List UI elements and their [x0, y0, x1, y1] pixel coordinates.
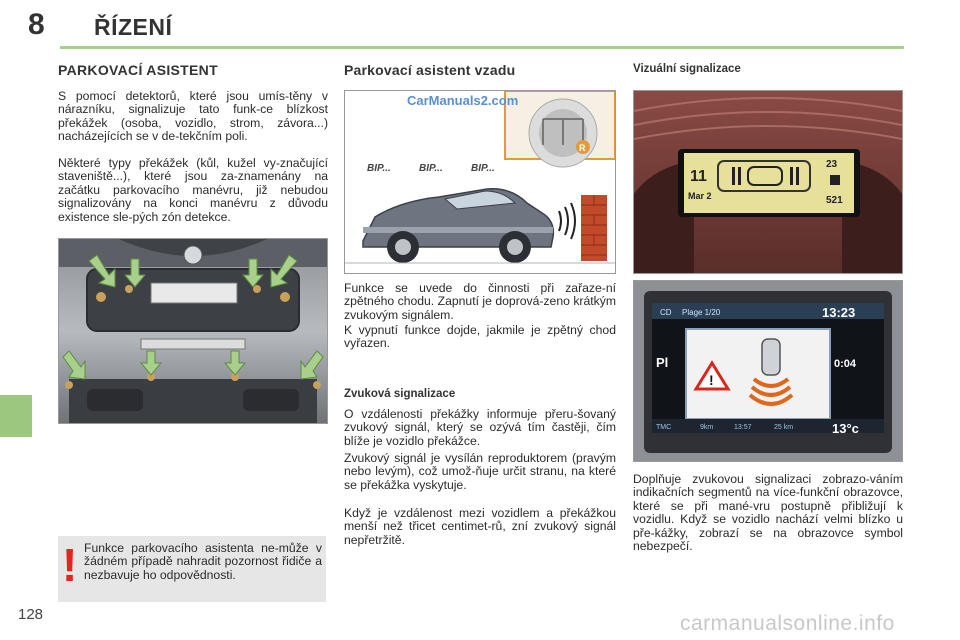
subheading-audible-signal: Zvuková signalizace	[344, 388, 456, 400]
reversing-car-illustration	[345, 91, 615, 273]
screen-clock: 13:57	[734, 424, 752, 431]
section-heading-parking-assist: PARKOVACÍ ASISTENT	[58, 62, 218, 78]
screen-source: CD	[660, 308, 672, 317]
warning-exclamation-icon: !	[62, 539, 78, 591]
screen-title-partial: Pl	[656, 355, 669, 370]
header-divider	[60, 46, 904, 49]
screen-tmc: TMC	[656, 424, 672, 431]
page-number: 128	[18, 606, 44, 623]
beep-label-3: BIP...	[471, 163, 495, 174]
svg-text:!: !	[709, 372, 714, 388]
warning-text: Funkce parkovacího asistenta ne-může v žádném případě nahradit pozornost řidiče a nezbavuje ho odpovědnosti.	[84, 541, 322, 582]
bumper-illustration	[59, 239, 327, 423]
cluster-odometer: 521	[826, 195, 843, 206]
activation-paragraph: Funkce se uvede do činnosti při zařaze-ní zpětného chodu. Zapnutí je doprová-zeno krátkým zvukovým signálem.	[344, 281, 616, 322]
reversing-car-image	[344, 90, 616, 274]
rear-bumper-sensors-image	[58, 238, 328, 424]
beep-label-1: BIP...	[367, 163, 391, 174]
screen-elapsed: 0:04	[834, 358, 857, 370]
screen-temperature: 13°c	[832, 421, 859, 436]
beep-label-2: BIP...	[419, 163, 443, 174]
carmanuals-watermark: CarManuals2.com	[407, 93, 519, 108]
screen-track: Plage 1/20	[682, 308, 721, 317]
screen-time: 13:23	[822, 305, 856, 320]
cluster-date: Mar 2	[688, 191, 712, 201]
blind-zone-paragraph: Některé typy překážek (kůl, kužel vy-značující staveniště...), které jsou za-znamenány na začátku parkovacího manévru, již nebudou signalizovány na konci manévru z důvodu existence sle-pých zón detekce.	[58, 156, 328, 224]
deactivation-paragraph: K vypnutí funkce dojde, jakmile je zpětný chod vyřazen.	[344, 323, 616, 351]
screen-illustration	[634, 281, 902, 461]
footer-watermark: carmanualsonline.info	[680, 612, 895, 635]
cluster-illustration	[634, 91, 902, 273]
instrument-cluster-image	[633, 90, 903, 274]
chapter-number: 8	[28, 8, 45, 41]
chapter-side-tab	[0, 395, 32, 437]
screen-km: 9km	[700, 424, 714, 431]
car-top-view-icon	[762, 339, 780, 375]
cluster-temp: 23	[826, 159, 838, 170]
audible-paragraph-3: Když je vzdálenost mezi vozidlem a překážkou menší než třicet centimet-rů, zní zvukový signál nepřetržitě.	[344, 506, 616, 547]
visual-signal-paragraph: Doplňuje zvukovou signalizaci zobrazo-váním indikačních segmentů na více-funkční obrazovce, které se při mané-vru postupně přibližují k vozidlu. Když se vozidlo nachází velmi blízko u pře-kážky, zobrazí se na obrazovce symbol nebezpečí.	[633, 472, 903, 554]
audible-paragraph-2: Zvukový signál je vysílán reproduktorem (pravým nebo levým), což umož-ňuje určit stranu, na které se překážka vyskytuje.	[344, 451, 616, 492]
section-heading-visual-signal: Vizuální signalizace	[633, 63, 741, 75]
section-heading-rear-assist: Parkovací asistent vzadu	[344, 62, 516, 78]
chapter-title: ŘÍZENÍ	[94, 14, 173, 40]
intro-paragraph: S pomocí detektorů, které jsou umís-těny v nárazníku, signalizuje tato funk-ce blízkost překážek (osoba, vozidlo, strom, závora...) nacházejících se v de-tekčním poli.	[58, 89, 328, 144]
screen-distance: 25 km	[774, 424, 794, 431]
audible-paragraph-1: O vzdálenosti překážky informuje přeru-šovaný zvukový signál, který se ozývá tím častěji, čím blíže je vozidlo překážce.	[344, 407, 616, 448]
svg-text:R: R	[579, 143, 586, 153]
cluster-time: 11	[690, 168, 707, 185]
multifunction-screen-image	[633, 280, 903, 462]
fuel-pump-icon	[830, 175, 840, 185]
